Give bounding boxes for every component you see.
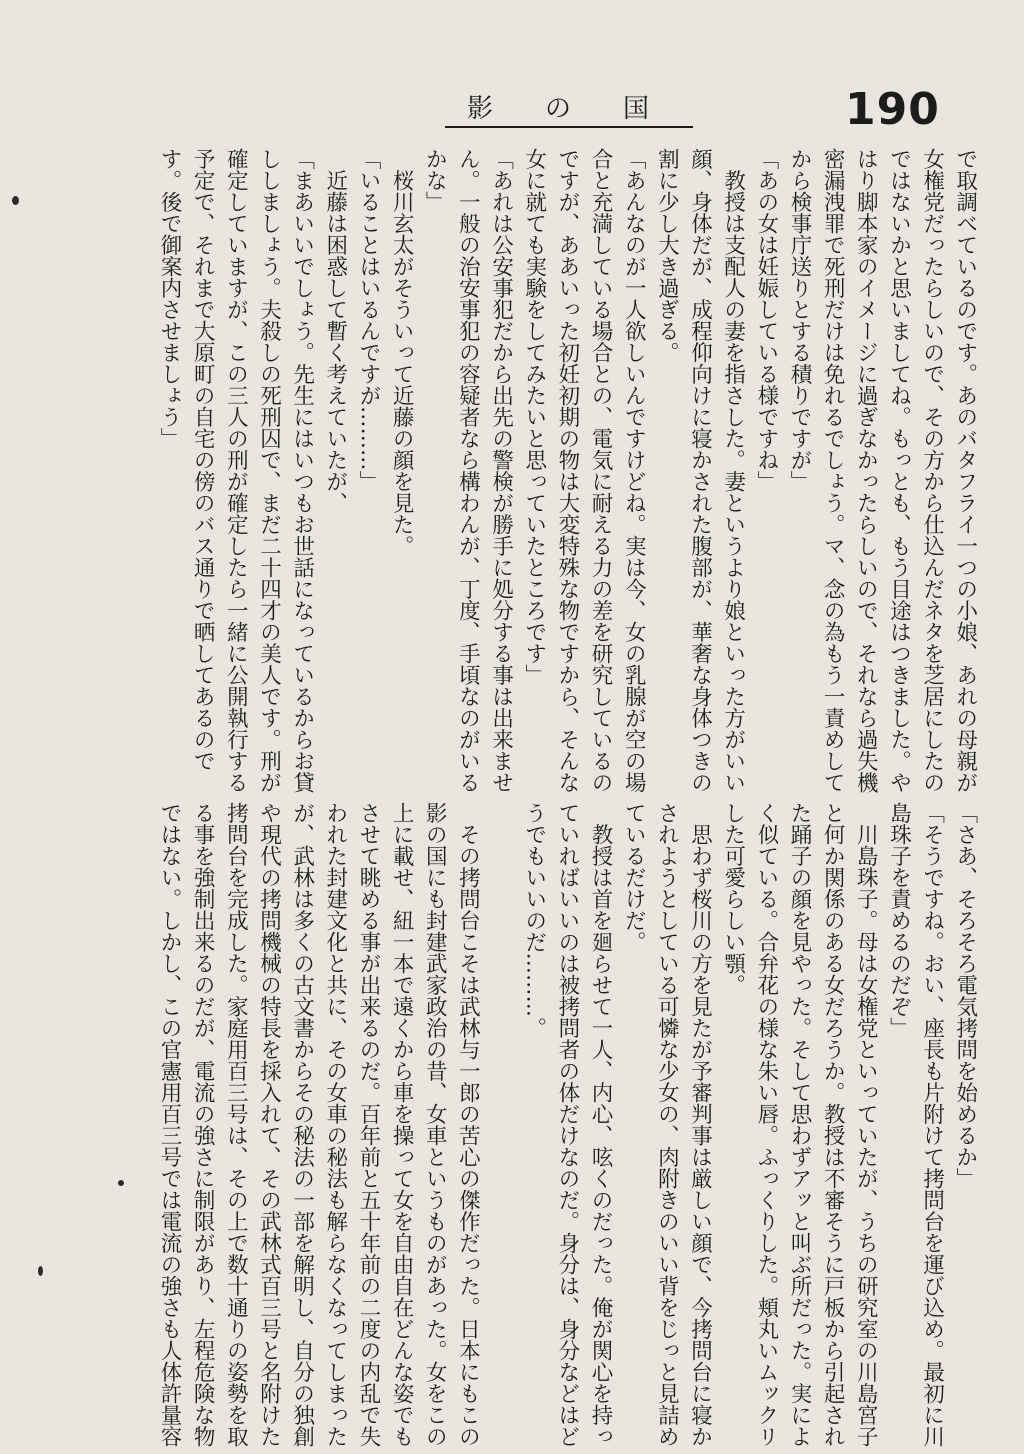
lower-text-line: うでもいいのだ………。 bbox=[521, 802, 547, 1039]
print-speck bbox=[38, 1266, 43, 1276]
lower-text-block bbox=[157, 802, 978, 1447]
upper-text-line: 顔、身体だが、成程仰向けに寝かされた腹部が、華奢な身体つきの bbox=[687, 148, 713, 793]
lower-text-line: 拷問台を完成した。家庭用百三号は、その上で数十通りの姿勢を取 bbox=[223, 802, 249, 1447]
lower-text-line: されようとしている可憐な少女の、肉附きのいい背をじっと見詰め bbox=[654, 802, 680, 1447]
lower-text-line: 教授は首を廻らせて一人、内心、呟くのだった。俺が関心を持っ bbox=[588, 802, 614, 1447]
upper-text-line: 教授は支配人の妻を指さした。妻というより娘といった方がいい bbox=[720, 148, 746, 793]
lower-text-line: させて眺める事が出来るのだ。百年前と五十年前の二度の内乱で失 bbox=[355, 802, 381, 1447]
upper-text-line: かな」 bbox=[422, 148, 448, 213]
running-title: 影の国 bbox=[467, 94, 702, 124]
page-header bbox=[445, 82, 702, 128]
lower-text-line: われた封建文化と共に、その女車の秘法も解らなくなってしまった bbox=[322, 802, 348, 1447]
upper-text-line: はり脚本家のイメージに過ぎなかったらしいので、それなら過失機 bbox=[853, 148, 879, 793]
upper-text-line: 予定で、それまで大原町の自宅の傍のバス通りで晒してあるので bbox=[190, 148, 216, 772]
upper-text-line: 「あんなのが一人欲しいんですけどね。実は今、女の乳腺が空の場 bbox=[621, 148, 647, 793]
upper-text-line: 「あの女は妊娠している様ですね」 bbox=[753, 148, 779, 492]
lower-text-line: 島珠子を責めるのだぞ」 bbox=[886, 802, 912, 1039]
print-speck bbox=[118, 1180, 124, 1186]
lower-text-line: 「さあ、そろそろ電気拷問を始めるか」 bbox=[952, 802, 978, 1189]
lower-text-line: た踊子の顔を見やった。そして思わずアッと叫ぶ所だった。実によ bbox=[786, 802, 812, 1447]
lower-text-line: く似ている。合弁花の様な朱い唇。ふっくりした。頬丸いムックリ bbox=[753, 802, 779, 1447]
upper-text-line: 確定していますが、この三人の刑が確定したら一緒に公開執行する bbox=[223, 148, 249, 793]
upper-text-block bbox=[157, 148, 978, 793]
print-speck bbox=[12, 196, 19, 205]
lower-text-line: が、武林は多くの古文書からその秘法の一部を解明し、自分の独創 bbox=[289, 802, 315, 1447]
lower-text-line: 影の国にも封建武家政治の昔、女車というものがあった。女をこの bbox=[422, 802, 448, 1447]
lower-text-line: る事を強制出来るのだが、電流の強さに制限があり、左程危険な物 bbox=[190, 802, 216, 1447]
upper-text-line: で取調べているのです。あのバタフライ一つの小娘、あれの母親が bbox=[952, 148, 978, 793]
upper-text-line: 「あれは公安事犯だから出先の警検が勝手に処分する事は出来ませ bbox=[488, 148, 514, 793]
upper-text-line: ん。一般の治安事犯の容疑者なら構わんが、丁度、手頃なのがいる bbox=[455, 148, 481, 793]
lower-text-line: ているだけだ。 bbox=[621, 802, 647, 953]
lower-text-line: と何か関係のある女だろうか。教授は不審そうに戸板から引起され bbox=[820, 802, 846, 1447]
upper-text-line: ではないかと思いましてね。もっとも、もう目途はつきました。や bbox=[886, 148, 912, 793]
upper-text-line: ししましょう。夫殺しの死刑囚で、まだ二十四才の美人です。刑が bbox=[256, 148, 282, 793]
upper-text-line: す。後で御案内させましょう」 bbox=[157, 148, 182, 449]
upper-text-line: ですが、ああいった初妊初期の物は大変特殊な物ですから、そんな bbox=[554, 148, 580, 793]
upper-text-line: 近藤は困惑して暫く考えていたが、 bbox=[322, 148, 348, 514]
upper-text-line: 合と充満している場合との、電気に耐える力の差を研究しているの bbox=[588, 148, 614, 793]
lower-text-line: 「そうですね。おい、座長も片附けて拷問台を運び込め。最初に川 bbox=[919, 802, 945, 1447]
lower-text-line: や現代の拷問機械の特長を採入れて、その武林式百三号と名附けた bbox=[256, 802, 282, 1447]
lower-text-line: ではない。しかし、この官憲用百三号では電流の強さも人体許量容 bbox=[157, 802, 182, 1447]
upper-text-line: 女権党だったらしいので、その方から仕込んだネタを芝居にしたの bbox=[919, 148, 945, 793]
upper-text-line: から検事庁送りとする積りですが」 bbox=[786, 148, 812, 492]
lower-text-line: 思わず桜川の方を見たが予審判事は厳しい顔で、今拷問台に寝か bbox=[687, 802, 713, 1447]
lower-text-line: した可愛らしい顎。 bbox=[720, 802, 746, 996]
upper-text-line: 「まあいいでしょう。先生にはいつもお世話になっているからお貸 bbox=[289, 148, 315, 793]
upper-text-line: 密漏洩罪で死刑だけは免れるでしょう。マ、念の為もう一責めして bbox=[820, 148, 846, 793]
lower-text-line: 上に載せ、紐一本で遠くから車を操って女を自由自在どんな姿でも bbox=[389, 802, 415, 1447]
upper-text-line: 女に就ても実験をしてみたいと思っていたところです」 bbox=[521, 148, 547, 686]
upper-text-line: 桜川玄太がそういって近藤の顔を見た。 bbox=[389, 148, 415, 557]
lower-text-line bbox=[490, 802, 512, 1402]
upper-text-line: 「いることはいるんですが………」 bbox=[355, 148, 381, 492]
lower-text-line: その拷問台こそは武林与一郎の苦心の傑作だった。日本にもこの bbox=[455, 802, 481, 1447]
lower-text-line: 川島珠子。母は女権党といっていたが、うちの研究室の川島宮子 bbox=[853, 802, 879, 1447]
upper-text-line: 割に少し大き過ぎる。 bbox=[654, 148, 680, 363]
page-number: 190 bbox=[845, 84, 940, 135]
lower-text-line: ていればいいのは被拷問者の体だけなのだ。身分は、身分などはど bbox=[554, 802, 580, 1447]
